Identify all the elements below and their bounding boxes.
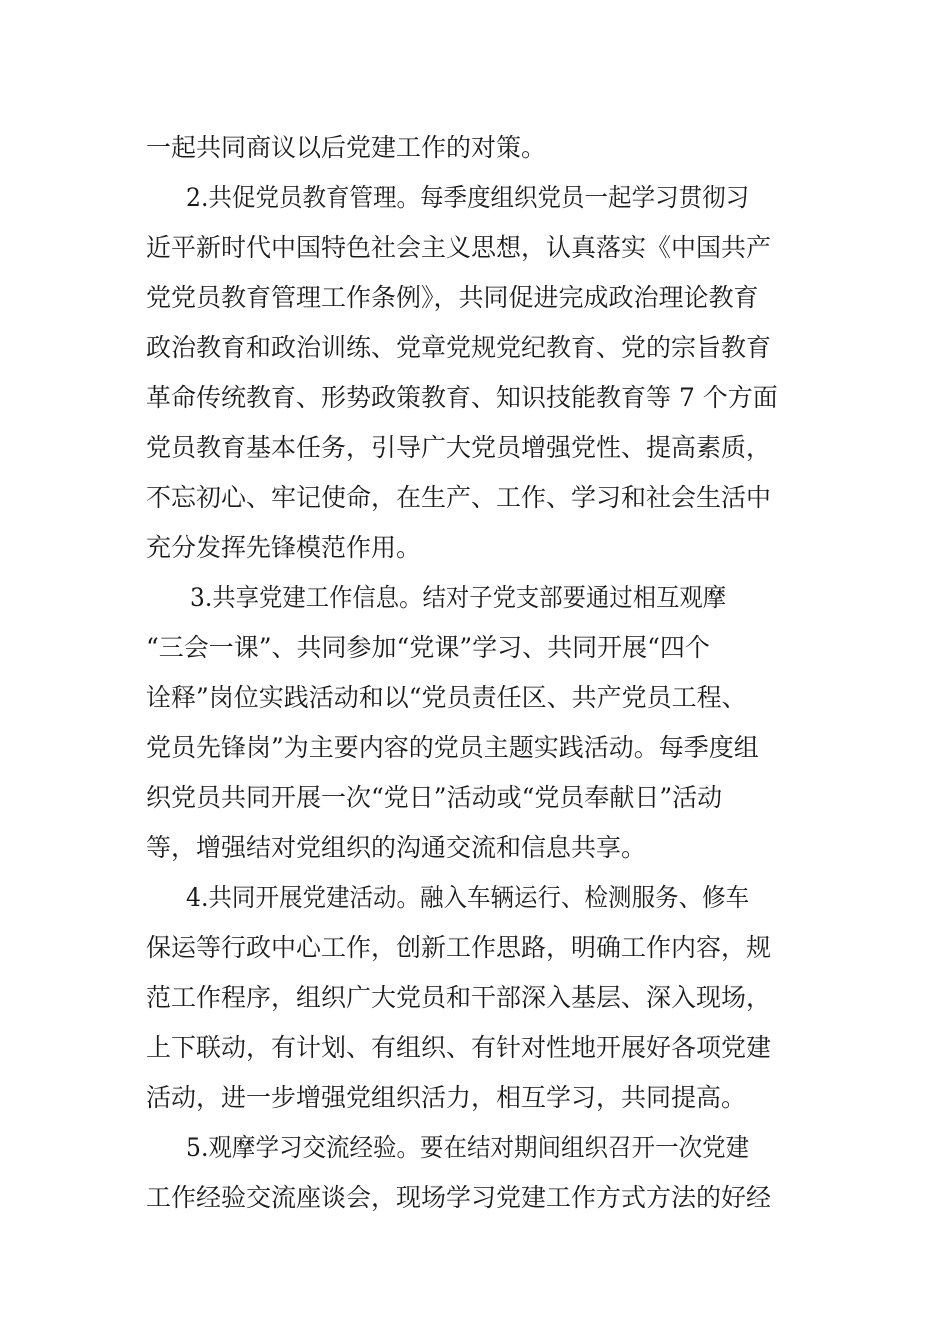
paragraph-3-heading-line: 3.共享党建工作信息。结对子党支部要通过相互观摩 (190, 583, 727, 612)
paragraph-2-heading-line: 2.共促党员教育管理。每季度组织党员一起学习贯彻习 (186, 183, 750, 212)
text-line: 等，增强结对党组织的沟通交流和信息共享。 (146, 833, 647, 862)
paragraph-5-heading-line: 5.观摩学习交流经验。要在结对期间组织召开一次党建 (186, 1133, 750, 1162)
text-line: 党党员教育管理工作条例》，共同促进完成政治理论教育 (146, 283, 759, 312)
text-line: 充分发挥先锋模范作用。 (146, 533, 422, 562)
text-line: 不忘初心、牢记使命，在生产、工作、学习和社会生活中 (146, 483, 772, 512)
text-line: 革命传统教育、形势政策教育、知识技能教育等 7 个方面 (146, 383, 778, 412)
text-line: “三会一课”、共同参加“党课”学习、共同开展“四个 (146, 633, 710, 662)
text-line: 织党员共同开展一次“党日”活动或“党员奉献日”活动 (146, 783, 723, 812)
text-line: 上下联动，有计划、有组织、有针对性地开展好各项党建 (146, 1033, 772, 1062)
text-line: 诠释”岗位实践活动和以“党员责任区、共产党员工程、 (146, 683, 747, 712)
text-line: 党员教育基本任务，引导广大党员增强党性、提高素质， (146, 433, 772, 462)
text-line: 工作经验交流座谈会，现场学习党建工作方式方法的好经 (146, 1183, 772, 1212)
text-line: 保运等行政中心工作，创新工作思路，明确工作内容，规 (146, 933, 772, 962)
text-line: 党员先锋岗”为主要内容的党员主题实践活动。每季度组 (146, 733, 759, 762)
text-line: 活动，进一步增强党组织活力，相互学习，共同提高。 (146, 1083, 747, 1112)
text-line: 近平新时代中国特色社会主义思想，认真落实《中国共产 (146, 233, 772, 262)
text-line: 范工作程序，组织广大党员和干部深入基层、深入现场， (146, 983, 772, 1012)
text-line: 政治教育和政治训练、党章党规党纪教育、党的宗旨教育 (146, 333, 772, 362)
paragraph-4-heading-line: 4.共同开展党建活动。融入车辆运行、检测服务、修车 (186, 883, 750, 912)
text-line: 一起共同商议以后党建工作的对策。 (146, 133, 547, 162)
